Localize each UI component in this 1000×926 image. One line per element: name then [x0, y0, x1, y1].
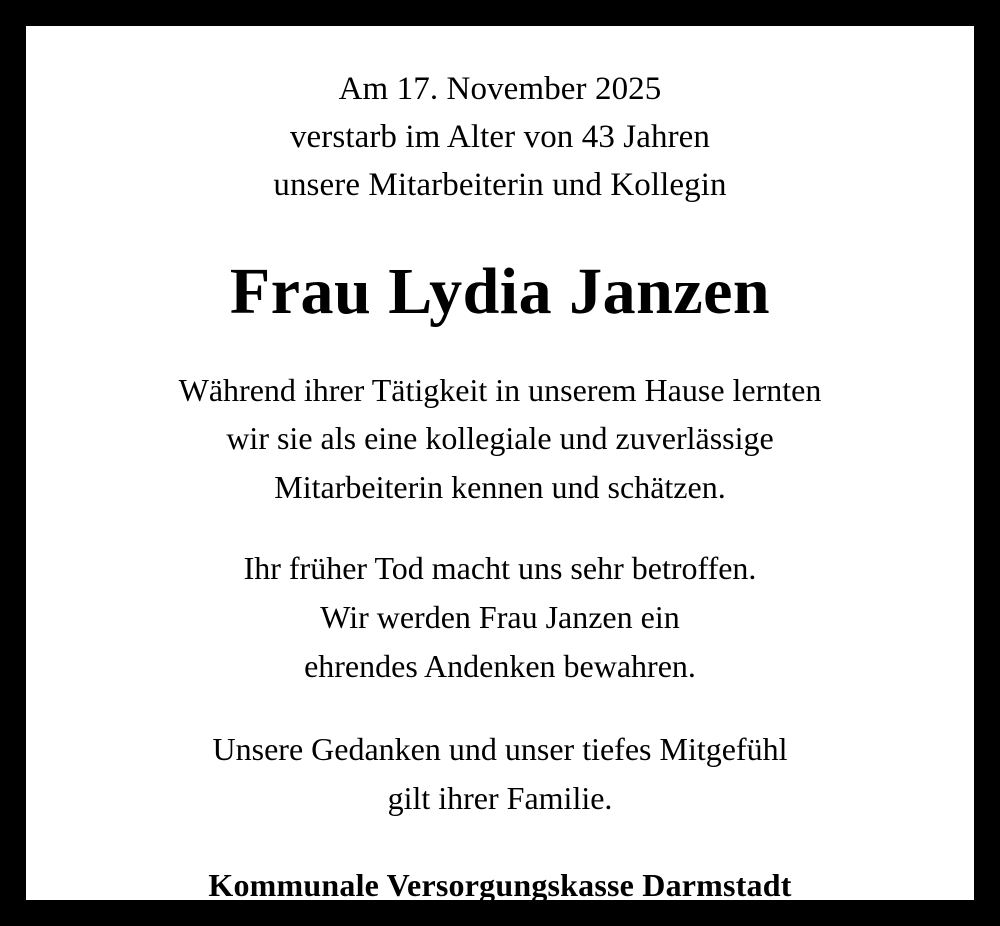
- paragraph-3-line-2: gilt ihrer Familie.: [387, 780, 613, 817]
- intro-block: [273, 66, 726, 210]
- paragraph-2-line-2: Wir werden Frau Janzen ein: [320, 599, 680, 636]
- paragraph-2-line-3: ehrendes Andenken bewahren.: [304, 648, 696, 685]
- intro-line-date: Am 17. November 2025: [338, 71, 662, 107]
- paragraph-1-line-3: Mitarbeiterin kennen und schätzen.: [274, 469, 726, 506]
- tribute-paragraph-2: [244, 544, 757, 691]
- intro-line-relation: unsere Mitarbeiterin und Kollegin: [273, 166, 727, 203]
- paragraph-2-line-1: Ihr früher Tod macht uns sehr betroffen.: [243, 550, 757, 587]
- paragraph-1-line-1: Während ihrer Tätigkeit in unserem Hause lernten: [178, 371, 822, 408]
- deceased-name: Frau Lydia Janzen: [229, 254, 771, 328]
- paragraph-1-line-2: wir sie als eine kollegiale und zuverlässige: [226, 420, 774, 457]
- intro-line-age: verstarb im Alter von 43 Jahren: [289, 118, 711, 155]
- signature-organization: Kommunale Versorgungskasse Darmstadt: [208, 867, 792, 904]
- tribute-paragraph-1: [179, 366, 822, 513]
- obituary-card: [26, 26, 974, 904]
- paragraph-3-line-1: Unsere Gedanken und unser tiefes Mitgefühl: [212, 731, 788, 768]
- tribute-paragraph-3: [213, 725, 788, 823]
